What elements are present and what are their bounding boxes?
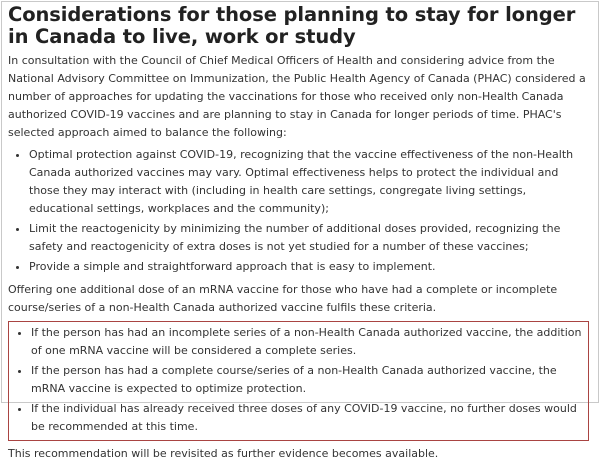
recommendation-list [9,324,584,438]
list-item: • Limit the reactogenicity by minimizing the number of additional doses provided, recognizing the safety and reactogenicity of extra doses is not yet studied for a number of these vaccines; [29,220,591,258]
list-item: • If the person has had an incomplete series of a non-Health Canada authorized vaccine, the addition of one mRNA vaccine will be considered a complete series. [31,324,584,362]
footer-note: This recommendation will be revisited as further evidence becomes available. [8,447,439,460]
page-title: Considerations for those planning to stay for longer in Canada to live, work or study [8,3,576,48]
intro-paragraph: In consultation with the Council of Chief Medical Officers of Health and considering advice from the National Advisory Committee on Immunization, the Public Health Agency of Canada (PHAC) considered a number of approaches for updating the vaccinations for those who received only non-Health Canada authorized COVID-19 vaccines and are planning to stay in Canada for longer periods of time. PHAC's selected approach aimed to balance the following: [8,54,586,139]
list-item: • If the person has had a complete course/series of a non-Health Canada authorized vaccine, the mRNA vaccine is expected to optimize protection. [31,362,584,400]
recommendation-callout [8,321,589,441]
list-item: • Provide a simple and straightforward approach that is easy to implement. [29,258,591,278]
offer-paragraph: Offering one additional dose of an mRNA vaccine for those who have had a complete or incomplete course/series of a non-Health Canada authorized vaccine fulfils these criteria. [8,283,558,314]
document-page [1,1,599,460]
list-item: • If the individual has already received three doses of any COVID-19 vaccine, no further doses would be recommended at this time. [31,400,584,438]
list-item: • Optimal protection against COVID-19, recognizing that the vaccine effectiveness of the non-Health Canada authorized vaccines may vary. Optimal effectiveness helps to protect the individual and those they may interact with (including in health care settings, congregate living settings, educational settings, workplaces and the community); [29,146,591,220]
document-content [2,48,598,463]
considerations-list [8,146,591,278]
